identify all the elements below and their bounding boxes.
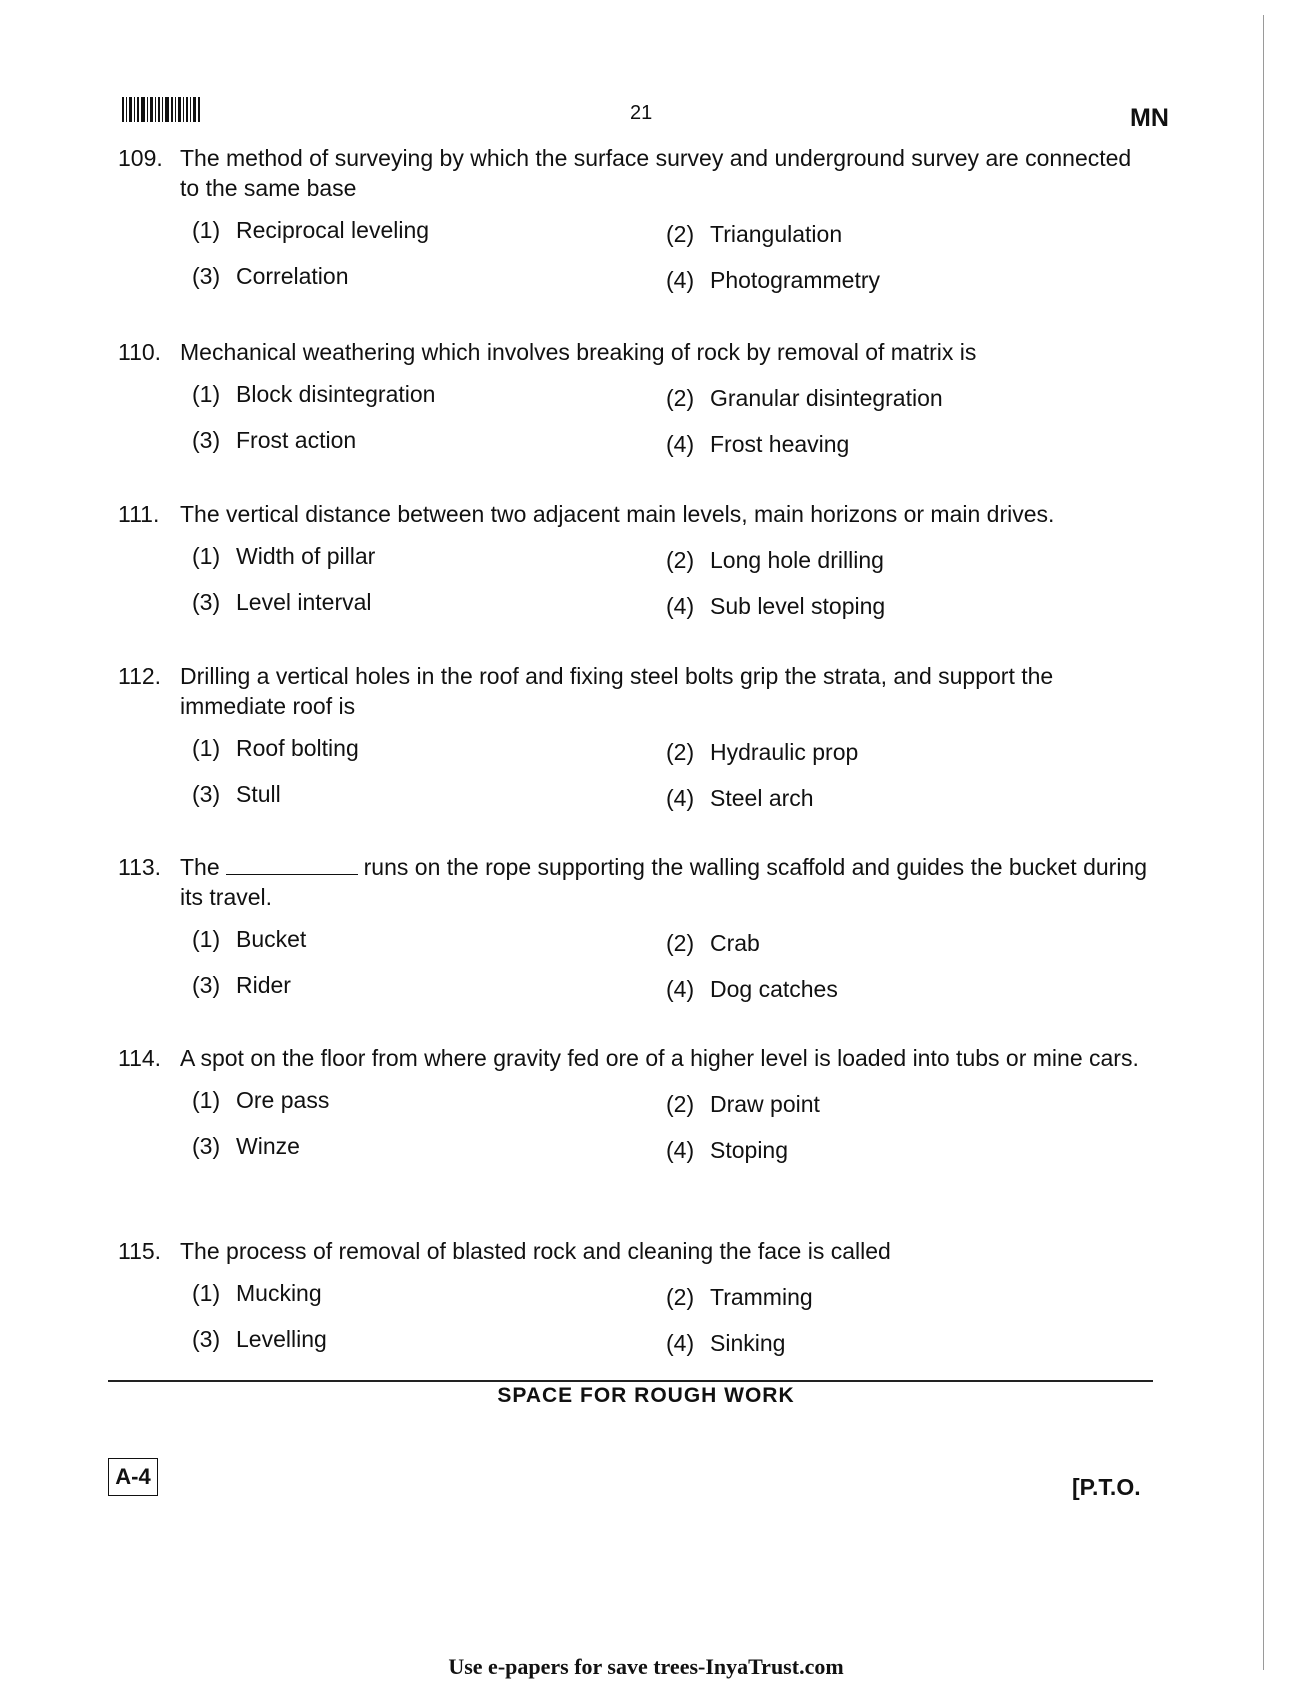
option-3[interactable]: (3) Levelling [192,1326,327,1352]
question-113 [118,852,1148,1020]
options [118,1085,1148,1181]
question-number: 110. [118,339,162,365]
option-2[interactable]: (2) Draw point [666,1091,820,1117]
options [118,379,1148,475]
option-4[interactable]: (4) Steel arch [666,785,814,811]
options [118,1278,1148,1374]
question-text: The process of removal of blasted rock and cleaning the face is called [180,1238,891,1264]
page-number: 21 [630,102,653,124]
option-4[interactable]: (4) Photogrammetry [666,267,881,293]
footer-text: Use e-papers for save trees-InyaTrust.com [448,1654,844,1679]
option-3[interactable]: (3) Correlation [192,263,349,289]
question-115 [118,1236,1148,1374]
question-text: The vertical distance between two adjacent main levels, main horizons or main drives. [180,501,1055,527]
question-number: 114. [118,1045,162,1071]
question-number: 115. [118,1238,162,1264]
option-2[interactable]: (2) Granular disintegration [666,385,943,411]
option-2[interactable]: (2) Crab [666,930,760,956]
rough-work-label: SPACE FOR ROUGH WORK [497,1384,795,1407]
divider [108,1380,1153,1382]
series-code-box: A-4 [108,1458,158,1496]
option-2[interactable]: (2) Tramming [666,1284,813,1310]
question-text: Mechanical weathering which involves breaking of rock by removal of matrix is [180,339,977,365]
options [118,541,1148,637]
question-text: A spot on the floor from where gravity fed ore of a higher level is loaded into tubs or mine cars. [180,1045,1139,1071]
option-1[interactable]: (1) Width of pillar [192,543,376,569]
question-111 [118,499,1148,637]
option-3[interactable]: (3) Frost action [192,427,357,453]
option-2[interactable]: (2) Hydraulic prop [666,739,859,765]
option-3[interactable]: (3) Stull [192,781,281,807]
barcode-icon [122,97,216,122]
option-1[interactable]: (1) Block disintegration [192,381,436,407]
question-text: The runs on the rope supporting the walling scaffold and guides the bucket during its travel. [180,854,1148,910]
option-3[interactable]: (3) Level interval [192,589,372,615]
option-3[interactable]: (3) Rider [192,972,291,998]
options [118,215,1148,311]
question-114 [118,1043,1148,1181]
option-2[interactable]: (2) Triangulation [666,221,843,247]
page-edge-line [1263,15,1264,1670]
question-text: Drilling a vertical holes in the roof and fixing steel bolts grip the strata, and support the immediate roof is [180,663,1054,719]
option-1[interactable]: (1) Roof bolting [192,735,359,761]
pto-label: [P.T.O. [1072,1474,1141,1500]
option-4[interactable]: (4) Frost heaving [666,431,850,457]
paper-code: MN [1130,104,1169,132]
option-1[interactable]: (1) Bucket [192,926,307,952]
question-109 [118,143,1148,311]
question-number: 111. [118,501,160,527]
question-number: 109. [118,145,163,171]
question-112 [118,661,1148,829]
question-110 [118,337,1148,475]
option-4[interactable]: (4) Sinking [666,1330,786,1356]
question-number: 112. [118,663,162,689]
option-4[interactable]: (4) Sub level stoping [666,593,886,619]
option-1[interactable]: (1) Ore pass [192,1087,330,1113]
options [118,733,1148,829]
option-1[interactable]: (1) Reciprocal leveling [192,217,430,243]
option-3[interactable]: (3) Winze [192,1133,300,1159]
option-4[interactable]: (4) Dog catches [666,976,838,1002]
question-text: The method of surveying by which the surface survey and underground survey are connected to the same base [180,145,1132,201]
question-number: 113. [118,854,162,880]
options [118,924,1148,1020]
option-4[interactable]: (4) Stoping [666,1137,789,1163]
option-2[interactable]: (2) Long hole drilling [666,547,884,573]
fill-in-blank [226,856,358,875]
option-1[interactable]: (1) Mucking [192,1280,322,1306]
